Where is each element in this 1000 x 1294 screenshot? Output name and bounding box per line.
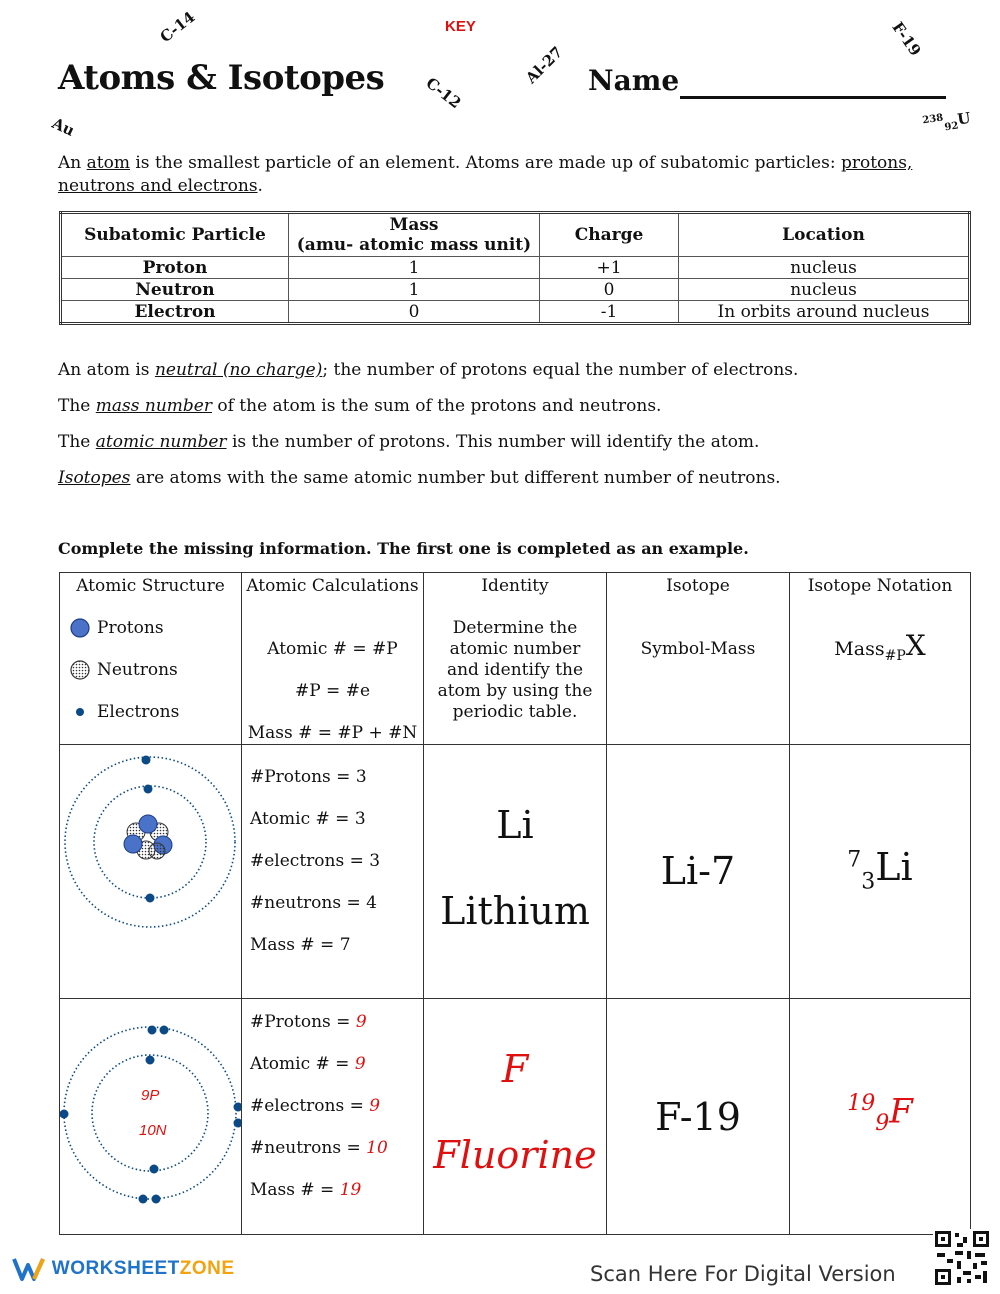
- fluorine-diagram: [60, 999, 242, 1235]
- text-worksheet-rows-0-calcs-1-0: Atomic # =: [250, 809, 355, 829]
- text-particles-rows-2-1: 0: [289, 301, 540, 324]
- text-particles-rows-1-1: 1: [289, 279, 540, 301]
- text-intro-p1_u1: atom: [86, 153, 130, 173]
- text-worksheet-rows-1-not_sym: F: [889, 1091, 913, 1132]
- text-particles-rows-0-0: Proton: [61, 257, 289, 279]
- text-worksheet-calc_rules-1: #P = #e: [294, 681, 371, 701]
- text-worksheet-rows-0-isotope: Li-7: [660, 849, 736, 893]
- legend-neutrons: Neutrons: [97, 660, 178, 680]
- text-intro-p1_u2a: protons,: [840, 153, 913, 173]
- text-worksheet-rows-1-calcs-3-0: #neutrons =: [250, 1138, 367, 1158]
- text-worksheet-rows-1-not_mass: 19: [847, 1091, 876, 1116]
- text-facts-f4u: Isotopes: [58, 468, 131, 488]
- text-facts-f1b: ; the number of protons equal the number of electrons.: [322, 360, 799, 380]
- text-worksheet-rows-0-calcs-2-1: 3: [369, 851, 381, 871]
- text-worksheet-rows-1-calcs-4-0: Mass # =: [250, 1180, 340, 1200]
- deco-c14: C-14: [156, 7, 199, 47]
- text-header-deco-u_num: 92: [943, 120, 960, 134]
- text-facts-f1a: An atom is: [58, 360, 150, 380]
- text-particles-rows-1-2: 0: [540, 279, 679, 301]
- text-particles-rows-0-3: nucleus: [679, 257, 970, 279]
- deco-uranium: [922, 109, 972, 136]
- text-worksheet-rows-1-calcs-0-0: #Protons =: [250, 1012, 356, 1032]
- fluorine-identity: [424, 999, 607, 1235]
- text-worksheet-rows-0-calcs-4-0: Mass # =: [250, 935, 340, 955]
- logo-w-icon: [12, 1255, 46, 1283]
- col-charge: Charge: [540, 213, 679, 257]
- text-intro-p1: An: [58, 153, 82, 173]
- text-worksheet-rows-1-calcs-1-1: 9: [354, 1054, 366, 1074]
- text-facts-f1u: neutral (no charge): [154, 360, 323, 380]
- text-worksheet-rows-0-not_num: 3: [861, 869, 876, 895]
- text-particles-headers-1: Mass: [389, 215, 439, 235]
- text-worksheet-rows-1-calcs-3-1: 10: [366, 1138, 388, 1158]
- instructions: Complete the missing information. The first one is completed as an example.: [58, 539, 749, 558]
- scan-digital-text: Scan Here For Digital Version: [590, 1262, 896, 1286]
- fluorine-notation: [790, 999, 971, 1235]
- text-worksheet-identity_note-4: periodic table.: [452, 702, 578, 722]
- text-particles-rows-1-0: Neutron: [61, 279, 289, 301]
- text-worksheet-isotope_note: Symbol-Mass: [640, 639, 756, 659]
- worksheet-zone-logo[interactable]: [12, 1255, 235, 1283]
- intro-paragraph: [58, 152, 938, 198]
- legend-protons: Protons: [97, 618, 164, 638]
- text-facts-f3b: is the number of protons. This number will identify the atom.: [231, 432, 760, 452]
- text-facts-f3u: atomic number: [95, 432, 227, 452]
- text-footer-brand_b: ZONE: [179, 1258, 235, 1280]
- text-worksheet-rows-0-not_sym: Li: [875, 845, 913, 889]
- text-worksheet-rows-0-calcs-0-0: #Protons =: [250, 767, 356, 787]
- text-worksheet-identity_note-1: atomic number: [449, 639, 581, 659]
- text-intro-p1_u2b: neutrons and electrons: [58, 176, 258, 196]
- text-worksheet-rows-0-calcs-1-1: 3: [354, 809, 366, 829]
- text-worksheet-rows-0-calcs-3-1: 4: [366, 893, 377, 913]
- lithium-atom-diagram: [60, 745, 241, 999]
- lithium-isotope: [607, 745, 790, 999]
- deco-au: Au: [49, 114, 78, 140]
- text-worksheet-rows-0-name: Lithium: [440, 889, 590, 933]
- fact-neutral: [58, 359, 938, 382]
- text-worksheet-rows-0-not_mass: 7: [847, 847, 862, 873]
- text-intro-p1_end: .: [257, 176, 263, 196]
- text-particles-rows-2-2: -1: [540, 301, 679, 324]
- table-row: [61, 279, 970, 301]
- text-worksheet-rows-0-calcs-0-1: 3: [355, 767, 367, 787]
- text-worksheet-identity_note-0: Determine the: [452, 618, 578, 638]
- text-worksheet-col_heads-0: Atomic Structure: [76, 576, 225, 596]
- deco-f19: F-19: [888, 18, 925, 60]
- fact-mass-number: [58, 395, 938, 418]
- text-intro-p1_b: is the smallest particle of an element. Atoms are made up of subatomic particles:: [135, 153, 836, 173]
- text-worksheet-rows-0-calcs-4-1: 7: [339, 935, 351, 955]
- text-worksheet-notation_note_mass: Mass: [834, 638, 885, 660]
- text-worksheet-rows-1-calcs-2-1: 9: [369, 1096, 381, 1116]
- text-particles-rows-1-3: nucleus: [679, 279, 970, 301]
- lithium-diagram: [60, 745, 242, 999]
- electron-legend-icon: [76, 708, 84, 716]
- text-particles-rows-0-1: 1: [289, 257, 540, 279]
- text-worksheet-calc_rules-0: Atomic # = #P: [267, 639, 398, 659]
- name-label: Name: [588, 64, 680, 97]
- page-title: Atoms & Isotopes: [58, 58, 385, 98]
- text-worksheet-col_heads-2: Identity: [481, 576, 549, 596]
- text-worksheet-notation_note_sub: #P: [884, 647, 906, 664]
- text-worksheet-col_heads-3: Isotope: [666, 576, 730, 596]
- worksheet-table: [59, 572, 971, 1235]
- table-row: [61, 301, 970, 324]
- text-facts-f2a: The: [58, 396, 91, 416]
- text-worksheet-col_heads-1: Atomic Calculations: [246, 576, 419, 596]
- text-worksheet-rows-1-isotope: F-19: [655, 1095, 741, 1139]
- text-worksheet-rows-0-calcs-3-0: #neutrons =: [250, 893, 367, 913]
- text-particles-rows-2-0: Electron: [61, 301, 289, 324]
- text-facts-f2b: of the atom is the sum of the protons and neutrons.: [217, 396, 662, 416]
- text-worksheet-rows-0-calcs-2-0: #electrons =: [250, 851, 370, 871]
- fluorine-calcs: [242, 999, 424, 1235]
- qr-code-icon[interactable]: [933, 1229, 991, 1287]
- lithium-calcs: [242, 745, 424, 999]
- text-header-deco-u_mass: 238: [921, 112, 944, 127]
- text-worksheet-col_heads-4: Isotope Notation: [807, 576, 953, 596]
- legend-electrons: Electrons: [97, 702, 180, 722]
- head-identity: [424, 573, 607, 745]
- text-worksheet-rows-1-calcs-0-1: 9: [355, 1012, 367, 1032]
- fluorine-atom-diagram: [60, 999, 241, 1235]
- fact-isotopes: [58, 467, 938, 490]
- fluorine-protons-label: 9P: [141, 1087, 160, 1104]
- col-location: Location: [679, 213, 970, 257]
- neutron-legend-icon: [71, 661, 89, 679]
- col-particle: Subatomic Particle: [61, 213, 289, 257]
- head-calculations: [242, 573, 424, 745]
- text-worksheet-calc_rules-2: Mass # = #P + #N: [247, 723, 418, 743]
- text-worksheet-rows-1-not_num: 9: [875, 1111, 890, 1137]
- text-particles-headers-2: (amu- atomic mass unit): [296, 235, 532, 255]
- text-worksheet-rows-1-name: Fluorine: [433, 1133, 597, 1177]
- fact-atomic-number: [58, 431, 938, 454]
- lithium-notation: [790, 745, 971, 999]
- fluorine-neutrons-label: 10N: [139, 1122, 167, 1139]
- head-isotope: [607, 573, 790, 745]
- text-worksheet-rows-1-calcs-1-0: Atomic # =: [250, 1054, 355, 1074]
- text-header-deco-u_sym: U: [956, 108, 972, 129]
- col-mass: [289, 213, 540, 257]
- table-row: [61, 257, 970, 279]
- head-notation: [790, 573, 971, 745]
- subatomic-table: [59, 211, 971, 325]
- deco-c12: C-12: [422, 73, 465, 113]
- text-worksheet-identity_note-3: atom by using the: [437, 681, 593, 701]
- proton-legend-icon: [71, 619, 89, 637]
- lithium-identity: [424, 745, 607, 999]
- head-structure: [60, 573, 242, 745]
- text-worksheet-rows-1-calcs-4-1: 19: [339, 1180, 362, 1200]
- text-facts-f3a: The: [58, 432, 91, 452]
- answer-key-label: KEY: [445, 18, 476, 35]
- text-worksheet-notation_note_x: X: [905, 629, 926, 662]
- text-worksheet-rows-1-calcs-2-0: #electrons =: [250, 1096, 370, 1116]
- fluorine-isotope: [607, 999, 790, 1235]
- text-worksheet-identity_note-2: and identify the: [446, 660, 584, 680]
- table-row: [60, 999, 971, 1235]
- text-facts-f4b: are atoms with the same atomic number but different number of neutrons.: [135, 468, 781, 488]
- text-worksheet-rows-0-symbol: Li: [496, 803, 534, 847]
- text-particles-rows-0-2: +1: [540, 257, 679, 279]
- text-particles-rows-2-3: In orbits around nucleus: [679, 301, 970, 324]
- deco-al27: Al-27: [522, 42, 567, 88]
- table-row: [60, 745, 971, 999]
- text-footer-brand_a: WORKSHEET: [51, 1258, 180, 1280]
- text-worksheet-rows-1-symbol: F: [501, 1047, 529, 1091]
- name-line[interactable]: [680, 96, 946, 99]
- text-facts-f2u: mass number: [95, 396, 212, 416]
